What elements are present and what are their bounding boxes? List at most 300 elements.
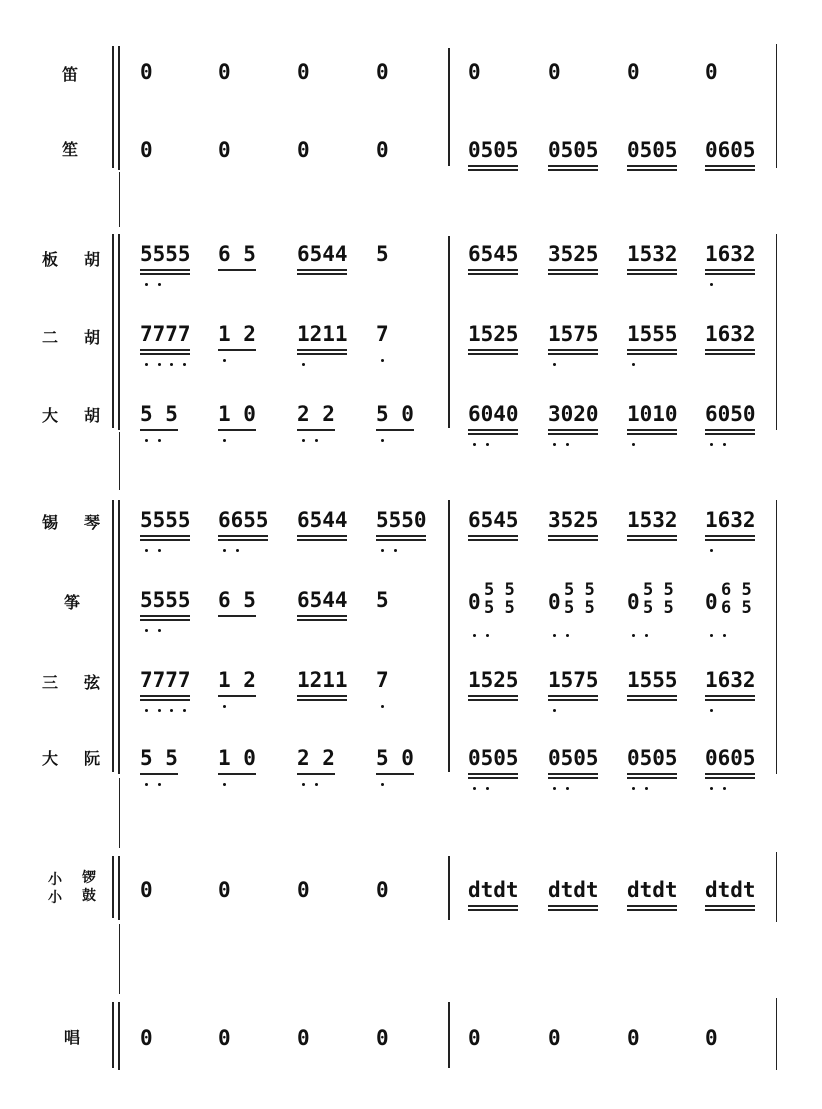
note-text: 3525	[548, 508, 599, 532]
note-cell-daruan-7	[627, 746, 705, 802]
note-cell-dahu-8	[705, 402, 783, 458]
underline	[468, 909, 518, 911]
octave-dot	[145, 709, 148, 712]
underline	[468, 165, 518, 167]
note-cell-zheng-6	[548, 580, 626, 644]
underline	[468, 535, 518, 537]
note-cell-yangqin-1	[140, 508, 218, 564]
label-zheng: 筝	[64, 593, 81, 612]
note-cell-sheng-3	[297, 138, 375, 194]
octave-dot	[553, 443, 556, 446]
note-cell-sanxian-3	[297, 668, 375, 724]
note-text: 6544	[297, 508, 348, 532]
chord-bottom: 5 5	[643, 598, 674, 618]
note-text: 5 5	[140, 402, 178, 426]
note-text: 0	[218, 60, 231, 84]
label-small-gong-2: 锣	[82, 870, 96, 886]
note-cell-banhu-2	[218, 242, 296, 298]
octave-dot	[315, 439, 318, 442]
octave-dot	[170, 709, 173, 712]
note-text: 6545	[468, 508, 519, 532]
note-text: 0	[140, 60, 153, 84]
note-cell-zheng-2	[218, 588, 296, 644]
underline	[468, 269, 518, 271]
note-text: dtdt	[468, 878, 519, 902]
note-text: 0	[468, 60, 481, 84]
octave-dot	[158, 783, 161, 786]
underline	[140, 429, 178, 431]
underline	[705, 909, 755, 911]
underline	[297, 535, 347, 537]
underline	[627, 169, 677, 171]
octave-dot	[381, 705, 384, 708]
octave-dot	[566, 787, 569, 790]
underline	[140, 695, 190, 697]
underline	[705, 165, 755, 167]
note-text: 7777	[140, 668, 191, 692]
underline	[548, 539, 598, 541]
octave-dot	[645, 634, 648, 637]
underline	[140, 349, 190, 351]
octave-dot	[553, 363, 556, 366]
note-text: dtdt	[627, 878, 678, 902]
note-cell-di-2	[218, 60, 296, 116]
note-text: 1532	[627, 508, 678, 532]
note-cell-banhu-1	[140, 242, 218, 298]
note-text: 1 2	[218, 668, 256, 692]
octave-dot	[553, 709, 556, 712]
note-text: 1555	[627, 322, 678, 346]
octave-dot	[183, 709, 186, 712]
label-banhu-2: 胡	[84, 250, 101, 269]
note-text: 6040	[468, 402, 519, 426]
chord-top: 5 5	[643, 580, 674, 600]
label-sanxian-1: 三	[42, 673, 59, 692]
underline	[705, 535, 755, 537]
underline	[297, 539, 347, 541]
note-cell-daruan-4	[376, 746, 454, 802]
octave-dot	[723, 787, 726, 790]
underline	[468, 349, 518, 351]
note-cell-percussion-8	[705, 878, 783, 934]
underline	[548, 433, 598, 435]
note-text: 5 0	[376, 402, 414, 426]
note-text: 2 2	[297, 746, 335, 770]
label-dahu-1: 大	[42, 406, 59, 425]
octave-dot	[381, 549, 384, 552]
note-text: 0	[627, 1026, 640, 1050]
underline	[548, 429, 598, 431]
note-cell-sanxian-5	[468, 668, 546, 724]
underline	[627, 905, 677, 907]
octave-dot	[381, 439, 384, 442]
octave-dot	[632, 634, 635, 637]
label-daruan-1: 大	[42, 749, 59, 768]
note-text: 1211	[297, 322, 348, 346]
note-cell-vocal-6	[548, 1026, 626, 1082]
octave-dot	[183, 363, 186, 366]
chord-base: 0	[548, 590, 561, 614]
brace-percussion	[112, 856, 114, 918]
underline	[705, 429, 755, 431]
octave-dot	[710, 283, 713, 286]
chord-top: 5 5	[484, 580, 515, 600]
note-text: 0505	[548, 746, 599, 770]
note-text: 0	[705, 1026, 718, 1050]
brace-bowed	[112, 234, 114, 428]
underline	[468, 539, 518, 541]
note-text: 0	[140, 1026, 153, 1050]
note-text: 1 0	[218, 746, 256, 770]
note-text: 3020	[548, 402, 599, 426]
underline	[627, 909, 677, 911]
octave-dot	[645, 787, 648, 790]
underline	[468, 905, 518, 907]
octave-dot	[315, 783, 318, 786]
octave-dot	[553, 787, 556, 790]
label-yangqin-2: 琴	[84, 513, 101, 532]
note-text: 0	[218, 138, 231, 162]
octave-dot	[710, 549, 713, 552]
underline	[468, 773, 518, 775]
note-text: 6655	[218, 508, 269, 532]
note-cell-percussion-1	[140, 878, 218, 934]
octave-dot	[381, 783, 384, 786]
octave-dot	[223, 549, 226, 552]
octave-dot	[223, 783, 226, 786]
underline	[705, 773, 755, 775]
note-cell-percussion-6	[548, 878, 626, 934]
note-text: 0505	[627, 138, 678, 162]
octave-dot	[710, 443, 713, 446]
underline	[376, 429, 414, 431]
note-cell-vocal-8	[705, 1026, 783, 1082]
note-text: 0	[376, 60, 389, 84]
underline	[140, 615, 190, 617]
underline	[627, 699, 677, 701]
note-text: 0	[297, 138, 310, 162]
note-text: 0	[376, 138, 389, 162]
note-cell-di-4	[376, 60, 454, 116]
note-cell-sheng-1	[140, 138, 218, 194]
underline	[218, 429, 256, 431]
note-cell-dahu-6	[548, 402, 626, 458]
note-text: 1211	[297, 668, 348, 692]
note-cell-sanxian-4	[376, 668, 454, 724]
note-cell-banhu-7	[627, 242, 705, 298]
underline	[548, 169, 598, 171]
underline	[705, 433, 755, 435]
note-text: 0	[218, 878, 231, 902]
note-cell-vocal-3	[297, 1026, 375, 1082]
note-cell-yangqin-2	[218, 508, 296, 564]
note-cell-dahu-5	[468, 402, 546, 458]
note-cell-daruan-3	[297, 746, 375, 802]
underline	[705, 349, 755, 351]
label-erhu-1: 二	[42, 328, 59, 347]
octave-dot	[158, 629, 161, 632]
octave-dot	[381, 359, 384, 362]
note-text: 5	[376, 588, 389, 612]
note-text: 0	[705, 60, 718, 84]
note-cell-di-6	[548, 60, 626, 116]
note-text: 1632	[705, 242, 756, 266]
note-text: 0	[297, 1026, 310, 1050]
underline	[468, 433, 518, 435]
note-text: 0505	[468, 138, 519, 162]
underline	[548, 773, 598, 775]
octave-dot	[158, 283, 161, 286]
underline	[705, 905, 755, 907]
note-cell-yangqin-5	[468, 508, 546, 564]
underline	[376, 535, 426, 537]
note-cell-sanxian-2	[218, 668, 296, 724]
underline	[297, 619, 347, 621]
octave-dot	[236, 549, 239, 552]
note-text: 1575	[548, 668, 599, 692]
note-text: 0	[376, 878, 389, 902]
underline	[297, 773, 335, 775]
label-banhu-1: 板	[42, 250, 59, 269]
underline	[297, 615, 347, 617]
chord-base: 0	[627, 590, 640, 614]
note-text: 5	[376, 242, 389, 266]
note-cell-di-5	[468, 60, 546, 116]
note-cell-sheng-2	[218, 138, 296, 194]
note-cell-sheng-7	[627, 138, 705, 194]
underline	[627, 353, 677, 355]
note-cell-sanxian-8	[705, 668, 783, 724]
note-cell-erhu-4	[376, 322, 454, 378]
underline	[218, 539, 268, 541]
note-text: 1632	[705, 668, 756, 692]
chord-bottom: 6 5	[721, 598, 752, 618]
brace-plucked	[112, 500, 114, 772]
octave-dot	[553, 634, 556, 637]
underline	[705, 695, 755, 697]
underline	[297, 429, 335, 431]
connector-1	[119, 172, 120, 227]
note-cell-sheng-4	[376, 138, 454, 194]
label-erhu-2: 胡	[84, 328, 101, 347]
note-cell-di-8	[705, 60, 783, 116]
underline	[468, 695, 518, 697]
octave-dot	[723, 634, 726, 637]
underline	[297, 353, 347, 355]
note-text: 6544	[297, 588, 348, 612]
note-text: dtdt	[548, 878, 599, 902]
underline	[627, 165, 677, 167]
underline	[297, 699, 347, 701]
octave-dot	[394, 549, 397, 552]
underline	[468, 169, 518, 171]
octave-dot	[145, 439, 148, 442]
system-line-plucked	[118, 500, 120, 774]
note-cell-daruan-1	[140, 746, 218, 802]
underline	[140, 353, 190, 355]
note-text: 2 2	[297, 402, 335, 426]
underline	[140, 539, 190, 541]
note-cell-sanxian-7	[627, 668, 705, 724]
note-cell-percussion-7	[627, 878, 705, 934]
chord-base: 0	[705, 590, 718, 614]
octave-dot	[566, 634, 569, 637]
octave-dot	[632, 443, 635, 446]
underline	[548, 909, 598, 911]
note-cell-zheng-1	[140, 588, 218, 644]
underline	[140, 699, 190, 701]
underline	[548, 273, 598, 275]
underline	[218, 535, 268, 537]
connector-4	[119, 924, 120, 994]
underline	[297, 695, 347, 697]
note-cell-percussion-4	[376, 878, 454, 934]
octave-dot	[632, 787, 635, 790]
note-text: 1575	[548, 322, 599, 346]
note-text: dtdt	[705, 878, 756, 902]
note-text: 1 0	[218, 402, 256, 426]
underline	[218, 269, 256, 271]
underline	[140, 773, 178, 775]
label-daruan-2: 阮	[84, 749, 101, 768]
note-cell-vocal-4	[376, 1026, 454, 1082]
underline	[705, 777, 755, 779]
note-cell-zheng-8	[705, 580, 783, 644]
note-cell-yangqin-8	[705, 508, 783, 564]
label-sheng: 笙	[62, 140, 79, 159]
underline	[548, 349, 598, 351]
note-cell-sheng-5	[468, 138, 546, 194]
note-text: 1632	[705, 322, 756, 346]
octave-dot	[710, 634, 713, 637]
octave-dot	[158, 709, 161, 712]
note-text: 1532	[627, 242, 678, 266]
octave-dot	[302, 783, 305, 786]
note-text: 1525	[468, 322, 519, 346]
note-text: 7	[376, 322, 389, 346]
label-di: 笛	[62, 65, 79, 84]
system-line-vocal	[118, 1002, 120, 1070]
note-text: 0	[140, 878, 153, 902]
underline	[627, 433, 677, 435]
note-text: 1010	[627, 402, 678, 426]
underline	[140, 535, 190, 537]
octave-dot	[223, 705, 226, 708]
note-cell-sanxian-1	[140, 668, 218, 724]
note-cell-banhu-4	[376, 242, 454, 298]
note-text: 1 2	[218, 322, 256, 346]
octave-dot	[145, 363, 148, 366]
octave-dot	[473, 634, 476, 637]
underline	[376, 539, 426, 541]
octave-dot	[158, 363, 161, 366]
note-text: 0605	[705, 138, 756, 162]
octave-dot	[566, 443, 569, 446]
note-cell-daruan-2	[218, 746, 296, 802]
note-cell-banhu-5	[468, 242, 546, 298]
label-yangqin-1: 锡	[42, 513, 59, 532]
note-cell-banhu-8	[705, 242, 783, 298]
note-cell-zheng-3	[297, 588, 375, 644]
note-text: 5550	[376, 508, 427, 532]
note-text: 0	[627, 60, 640, 84]
octave-dot	[145, 629, 148, 632]
note-text: 3525	[548, 242, 599, 266]
underline	[705, 269, 755, 271]
octave-dot	[486, 787, 489, 790]
note-text: 6545	[468, 242, 519, 266]
octave-dot	[158, 439, 161, 442]
octave-dot	[486, 634, 489, 637]
note-text: 0	[548, 1026, 561, 1050]
label-small-gong-1: 小	[48, 872, 62, 888]
note-text: 6 5	[218, 242, 256, 266]
underline	[468, 273, 518, 275]
underline	[548, 269, 598, 271]
note-text: 6544	[297, 242, 348, 266]
note-cell-daruan-6	[548, 746, 626, 802]
note-text: 0605	[705, 746, 756, 770]
octave-dot	[473, 443, 476, 446]
octave-dot	[302, 363, 305, 366]
note-cell-zheng-4	[376, 588, 454, 644]
note-cell-daruan-5	[468, 746, 546, 802]
note-cell-erhu-2	[218, 322, 296, 378]
note-cell-erhu-6	[548, 322, 626, 378]
note-cell-banhu-6	[548, 242, 626, 298]
underline	[705, 273, 755, 275]
note-cell-yangqin-4	[376, 508, 454, 564]
underline	[705, 169, 755, 171]
underline	[140, 273, 190, 275]
note-text: 0505	[627, 746, 678, 770]
connector-2	[119, 432, 120, 490]
note-text: 0	[297, 60, 310, 84]
underline	[140, 619, 190, 621]
note-text: 0505	[548, 138, 599, 162]
note-cell-dahu-1	[140, 402, 218, 458]
underline	[468, 429, 518, 431]
underline	[468, 699, 518, 701]
note-cell-dahu-3	[297, 402, 375, 458]
octave-dot	[223, 359, 226, 362]
note-text: 6 5	[218, 588, 256, 612]
underline	[705, 353, 755, 355]
note-cell-di-1	[140, 60, 218, 116]
note-cell-sheng-6	[548, 138, 626, 194]
underline	[218, 615, 256, 617]
note-cell-erhu-7	[627, 322, 705, 378]
octave-dot	[158, 549, 161, 552]
chord-bottom: 5 5	[564, 598, 595, 618]
note-cell-erhu-3	[297, 322, 375, 378]
note-text: 5555	[140, 508, 191, 532]
note-text: 0	[297, 878, 310, 902]
note-cell-percussion-3	[297, 878, 375, 934]
chord-bottom: 5 5	[484, 598, 515, 618]
octave-dot	[710, 787, 713, 790]
note-cell-di-7	[627, 60, 705, 116]
octave-dot	[473, 787, 476, 790]
note-cell-yangqin-6	[548, 508, 626, 564]
underline	[627, 269, 677, 271]
octave-dot	[723, 443, 726, 446]
underline	[548, 905, 598, 907]
brace-vocal	[112, 1002, 114, 1068]
note-cell-yangqin-7	[627, 508, 705, 564]
underline	[218, 773, 256, 775]
note-cell-banhu-3	[297, 242, 375, 298]
